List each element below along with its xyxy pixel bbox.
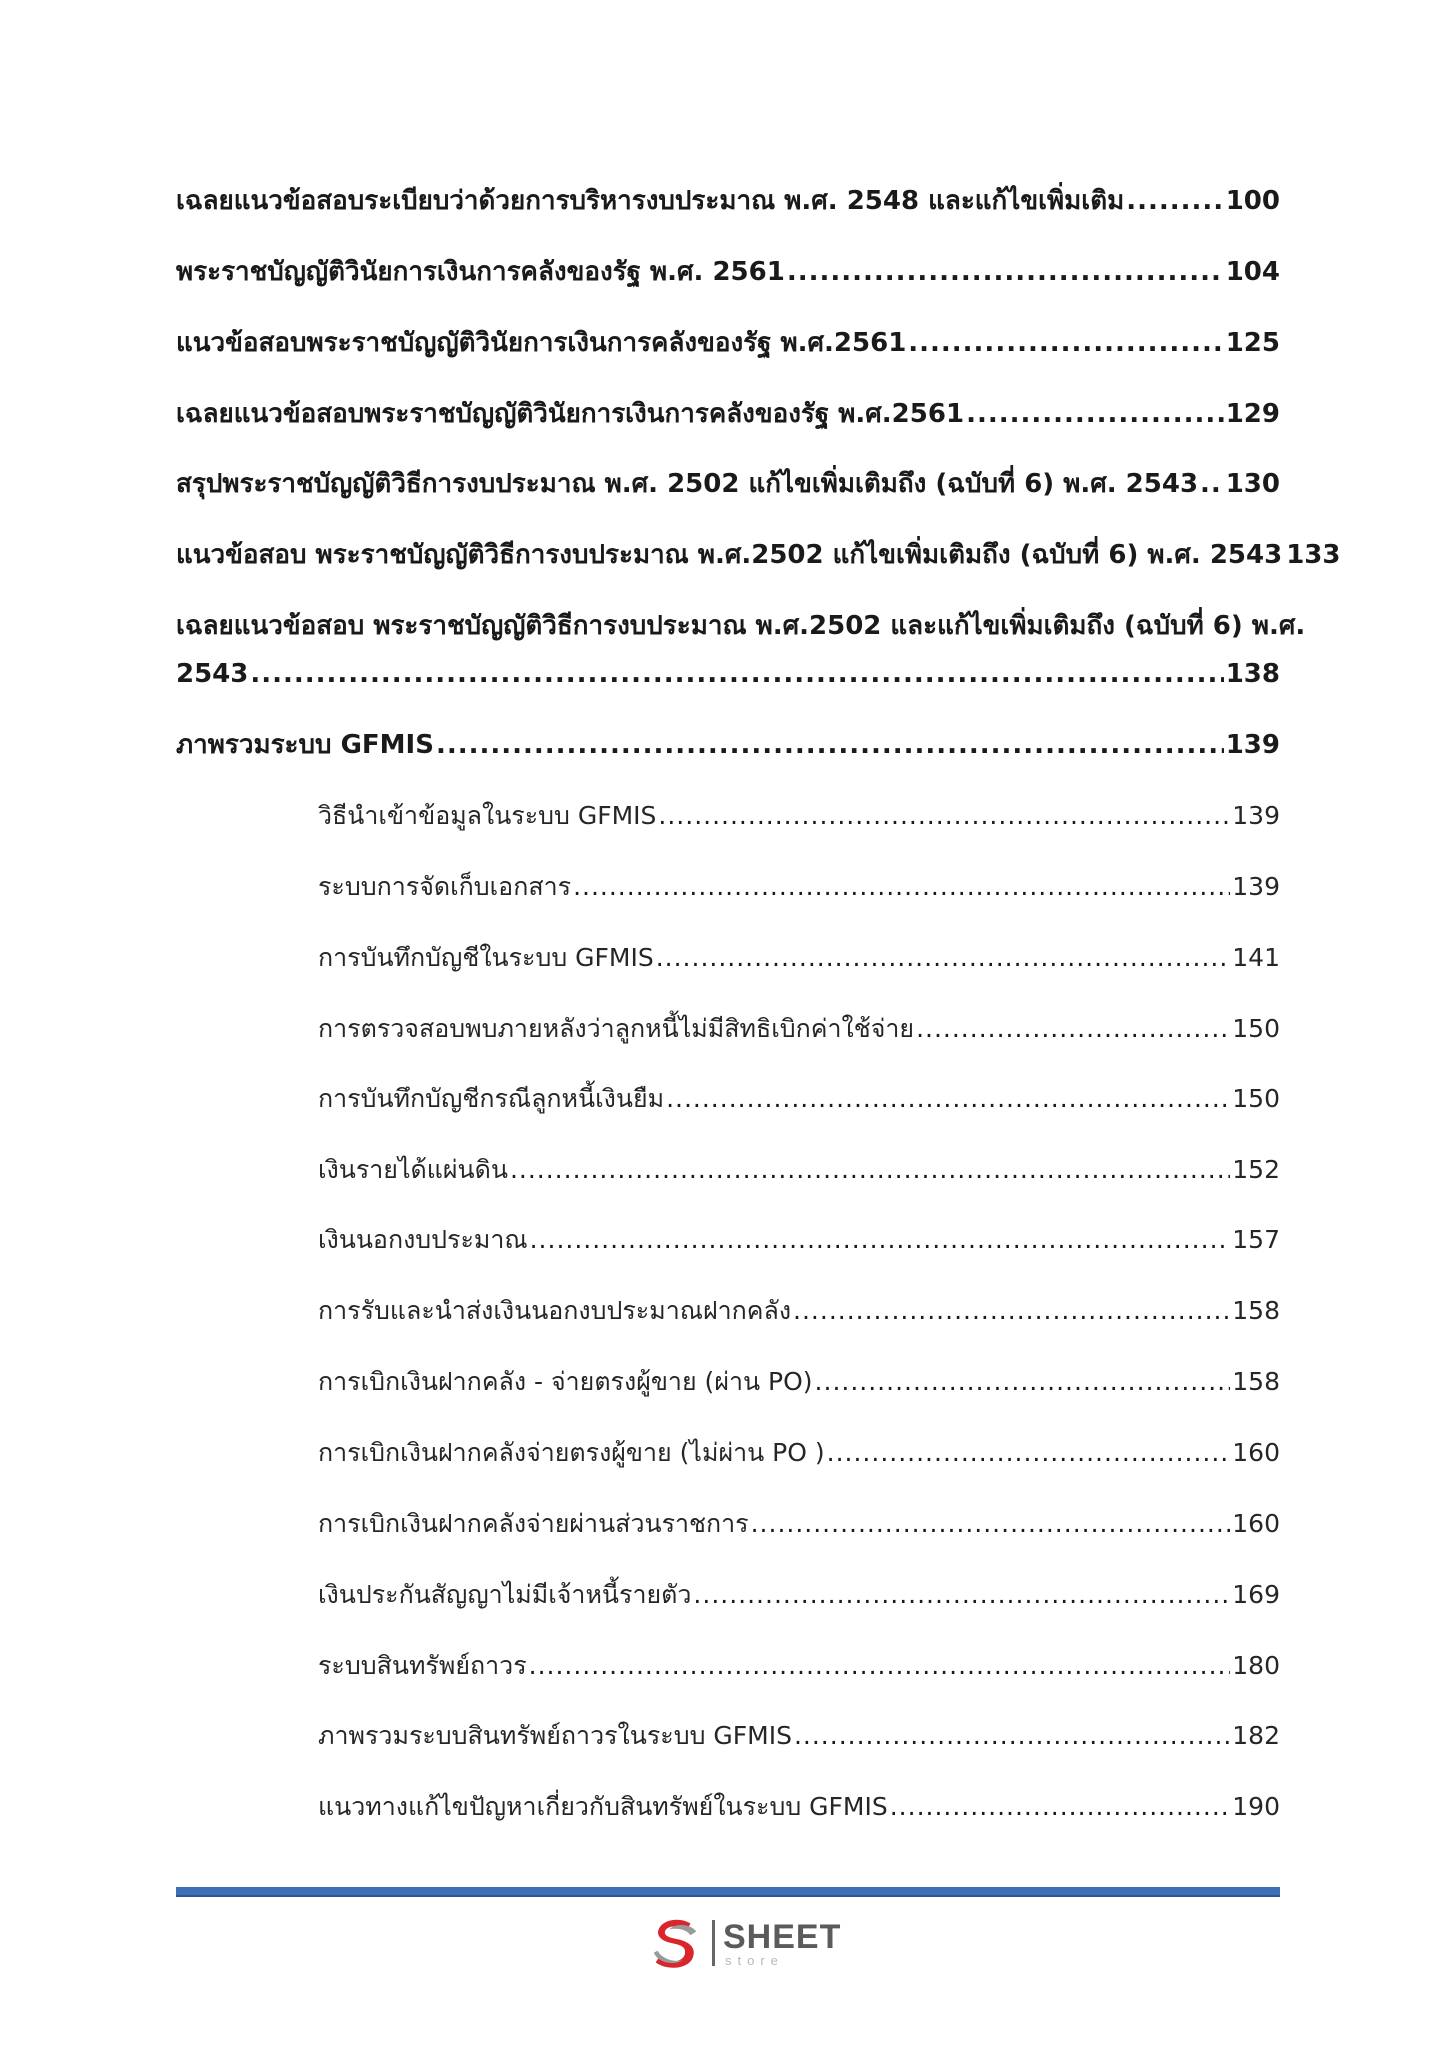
- toc-entry-page: 104: [1225, 257, 1280, 287]
- toc-entry-title: พระราชบัญญัติวินัยการเงินการคลังของรัฐ พ.ศ. 2561: [176, 257, 785, 287]
- toc-entry-title: 2543: [176, 659, 249, 689]
- toc-leader-dots: [250, 657, 1223, 691]
- toc-leader-dots: [436, 728, 1224, 762]
- toc-entry-title: สรุปพระราชบัญญัติวิธีการงบประมาณ พ.ศ. 2502 แก้ไขเพิ่มเติมถึง (ฉบับที่ 6) พ.ศ. 2543: [176, 469, 1199, 499]
- toc-leader-dots: [658, 799, 1230, 833]
- logo-divider: [712, 1920, 715, 1966]
- toc-leader-dots: [1200, 467, 1224, 501]
- toc-entry-title: การบันทึกบัญชีกรณีลูกหนี้เงินยืม: [318, 1084, 665, 1113]
- toc-entry-title: ภาพรวมระบบ GFMIS: [176, 730, 434, 760]
- toc-entry-page: 129: [1225, 399, 1280, 429]
- toc-leader-dots: [793, 1294, 1230, 1328]
- toc-entry-page: 133: [1286, 540, 1341, 570]
- toc-entry-title: การเบิกเงินฝากคลังจ่ายผ่านส่วนราชการ: [318, 1509, 749, 1538]
- toc-entry-page: 152: [1232, 1155, 1280, 1184]
- toc-leader-dots: [530, 1223, 1231, 1257]
- toc-sub-entry[interactable]: [318, 1153, 1280, 1187]
- toc-entry-title: ระบบสินทรัพย์ถาวร: [318, 1651, 527, 1680]
- toc-leader-dots: [916, 1012, 1230, 1046]
- toc-leader-dots: [656, 941, 1231, 975]
- toc-entry-title: แนวทางแก้ไขปัญหาเกี่ยวกับสินทรัพย์ในระบบ GFMIS: [318, 1792, 888, 1821]
- toc-leader-dots: [693, 1578, 1230, 1612]
- toc-entry[interactable]: [176, 326, 1280, 360]
- toc-entry-page: 182: [1232, 1721, 1280, 1750]
- toc-entry[interactable]: [176, 184, 1280, 218]
- toc-entry-page: 158: [1232, 1367, 1280, 1396]
- logo-word: SHEET: [723, 1917, 842, 1956]
- toc-leader-dots: [510, 1153, 1230, 1187]
- toc-sub-entry[interactable]: [318, 870, 1280, 904]
- toc-entry[interactable]: [176, 538, 1341, 572]
- toc-entry[interactable]: [176, 657, 1280, 691]
- toc-section-entry[interactable]: [176, 728, 1280, 762]
- toc-entry-page: 150: [1232, 1014, 1280, 1043]
- toc-sub-entry[interactable]: [318, 1436, 1280, 1470]
- toc-sub-entry[interactable]: [318, 1719, 1280, 1753]
- toc-entry-page: 190: [1232, 1792, 1280, 1821]
- toc-sub-entry[interactable]: [318, 1578, 1280, 1612]
- toc-entry-page: 139: [1232, 872, 1280, 901]
- toc-entry-title: แนวข้อสอบพระราชบัญญัติวินัยการเงินการคลังของรัฐ พ.ศ.2561: [176, 328, 907, 358]
- toc-sub-entry[interactable]: [318, 941, 1280, 975]
- toc-sub-entry[interactable]: [318, 799, 1280, 833]
- toc-leader-dots: [794, 1719, 1230, 1753]
- toc-sub-entry[interactable]: [318, 1649, 1280, 1683]
- toc-leader-dots: [666, 1082, 1230, 1116]
- toc-entry-title: เงินรายได้แผ่นดิน: [318, 1155, 508, 1184]
- toc-entry-title: ภาพรวมระบบสินทรัพย์ถาวรในระบบ GFMIS: [318, 1721, 792, 1750]
- logo-text: [723, 1917, 842, 1968]
- toc-entry-title: เฉลยแนวข้อสอบระเบียบว่าด้วยการบริหารงบประมาณ พ.ศ. 2548 และแก้ไขเพิ่มเติม: [176, 186, 1125, 216]
- toc-entry-title: ระบบการจัดเก็บเอกสาร: [318, 872, 572, 901]
- toc-entry[interactable]: [176, 255, 1280, 289]
- toc-sub-entry[interactable]: [318, 1294, 1280, 1328]
- toc-sub-entry[interactable]: [318, 1507, 1280, 1541]
- toc-sub-entry[interactable]: [318, 1223, 1280, 1257]
- toc-entry-page: 139: [1225, 730, 1280, 760]
- toc-entry-title: การรับและนำส่งเงินนอกงบประมาณฝากคลัง: [318, 1296, 792, 1325]
- toc-entry-title: การเบิกเงินฝากคลัง - จ่ายตรงผู้ขาย (ผ่าน PO): [318, 1367, 813, 1396]
- toc-entry-page: 160: [1232, 1438, 1280, 1467]
- toc-entry-title: การเบิกเงินฝากคลังจ่ายตรงผู้ขาย (ไม่ผ่าน PO ): [318, 1438, 825, 1467]
- toc-entry-page: 138: [1225, 659, 1280, 689]
- toc-entry-wrapped-line1[interactable]: เฉลยแนวข้อสอบ พระราชบัญญัติวิธีการงบประมาณ พ.ศ.2502 และแก้ไขเพิ่มเติมถึง (ฉบับที่ 6) พ.ศ.: [176, 611, 1306, 641]
- toc-entry-page: 150: [1232, 1084, 1280, 1113]
- toc-entry[interactable]: [176, 397, 1280, 431]
- toc-entry-page: 158: [1232, 1296, 1280, 1325]
- toc-leader-dots: [908, 326, 1223, 360]
- toc-leader-dots: [890, 1790, 1231, 1824]
- toc-entry-title: วิธีนำเข้าข้อมูลในระบบ GFMIS: [318, 801, 657, 830]
- toc-entry-title: เงินนอกงบประมาณ: [318, 1225, 528, 1254]
- toc-entry-page: 160: [1232, 1509, 1280, 1538]
- toc-leader-dots: [1126, 184, 1224, 218]
- sheet-store-s-icon: [648, 1914, 706, 1972]
- logo-subword: store: [725, 1952, 784, 1968]
- toc-leader-dots: [827, 1436, 1231, 1470]
- toc-leader-dots: [966, 397, 1224, 431]
- toc-entry-title: การตรวจสอบพบภายหลังว่าลูกหนี้ไม่มีสิทธิเบิกค่าใช้จ่าย: [318, 1014, 915, 1043]
- toc-entry-page: 139: [1232, 801, 1280, 830]
- sheet-store-logo: [648, 1912, 858, 1974]
- toc-sub-entry[interactable]: [318, 1082, 1280, 1116]
- toc-entry-page: 130: [1225, 469, 1280, 499]
- toc-entry-page: 180: [1232, 1651, 1280, 1680]
- toc-leader-dots: [573, 870, 1230, 904]
- footer-rule: [176, 1887, 1280, 1897]
- toc-entry-title: แนวข้อสอบ พระราชบัญญัติวิธีการงบประมาณ พ.ศ.2502 แก้ไขเพิ่มเติมถึง (ฉบับที่ 6) พ.ศ. 2543: [176, 540, 1283, 570]
- toc-leader-dots: [815, 1365, 1231, 1399]
- toc-entry[interactable]: [176, 467, 1280, 501]
- toc-entry-page: 157: [1232, 1225, 1280, 1254]
- toc-entry-title: เฉลยแนวข้อสอบพระราชบัญญัติวินัยการเงินการคลังของรัฐ พ.ศ.2561: [176, 399, 965, 429]
- toc-entry-page: 169: [1232, 1580, 1280, 1609]
- toc-leader-dots: [787, 255, 1224, 289]
- toc-entry-page: 125: [1225, 328, 1280, 358]
- toc-entry-title: การบันทึกบัญชีในระบบ GFMIS: [318, 943, 654, 972]
- toc-leader-dots: [529, 1649, 1231, 1683]
- toc-entry-title: เงินประกันสัญญาไม่มีเจ้าหนี้รายตัว: [318, 1580, 692, 1609]
- toc-sub-entry[interactable]: [318, 1790, 1280, 1824]
- toc-leader-dots: [751, 1507, 1231, 1541]
- toc-entry-page: 141: [1232, 943, 1280, 972]
- toc-sub-entry[interactable]: [318, 1012, 1280, 1046]
- toc-sub-entry[interactable]: [318, 1365, 1280, 1399]
- toc-entry-page: 100: [1225, 186, 1280, 216]
